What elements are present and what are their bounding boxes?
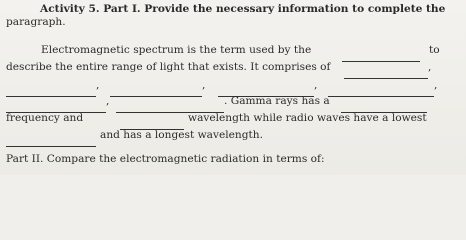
answer-blank-11[interactable]	[6, 137, 96, 147]
separator-comma-6: ,	[434, 79, 438, 91]
separator-comma-4: ,	[202, 79, 206, 91]
paragraph-text-5b: wavelength while radio waves have a lowest	[188, 112, 427, 124]
paragraph-text-5a: frequency and	[6, 112, 84, 124]
activity-title: Activity 5. Part I. Provide the necessary information to complete the	[40, 3, 446, 15]
separator-comma-7: ,	[106, 95, 110, 107]
paragraph-text-6: and has a longest wavelength.	[100, 129, 263, 141]
paragraph-text-1: Electromagnetic spectrum is the term used by the	[41, 44, 312, 56]
answer-blank-3[interactable]	[6, 87, 96, 97]
paragraph-text-4: . Gamma rays has a	[224, 95, 330, 107]
separator-comma-5: ,	[314, 79, 318, 91]
activity-title-continued: paragraph.	[6, 16, 66, 28]
separator-comma-3: ,	[96, 79, 100, 91]
answer-blank-2[interactable]	[344, 69, 428, 79]
paragraph-end-1: to	[429, 44, 440, 56]
paragraph-text-2: describe the entire range of light that exists. It comprises of	[6, 61, 331, 73]
paragraph-comma-2: ,	[428, 61, 432, 73]
part-two-prompt: Part II. Compare the electromagnetic radiation in terms of:	[6, 153, 325, 165]
